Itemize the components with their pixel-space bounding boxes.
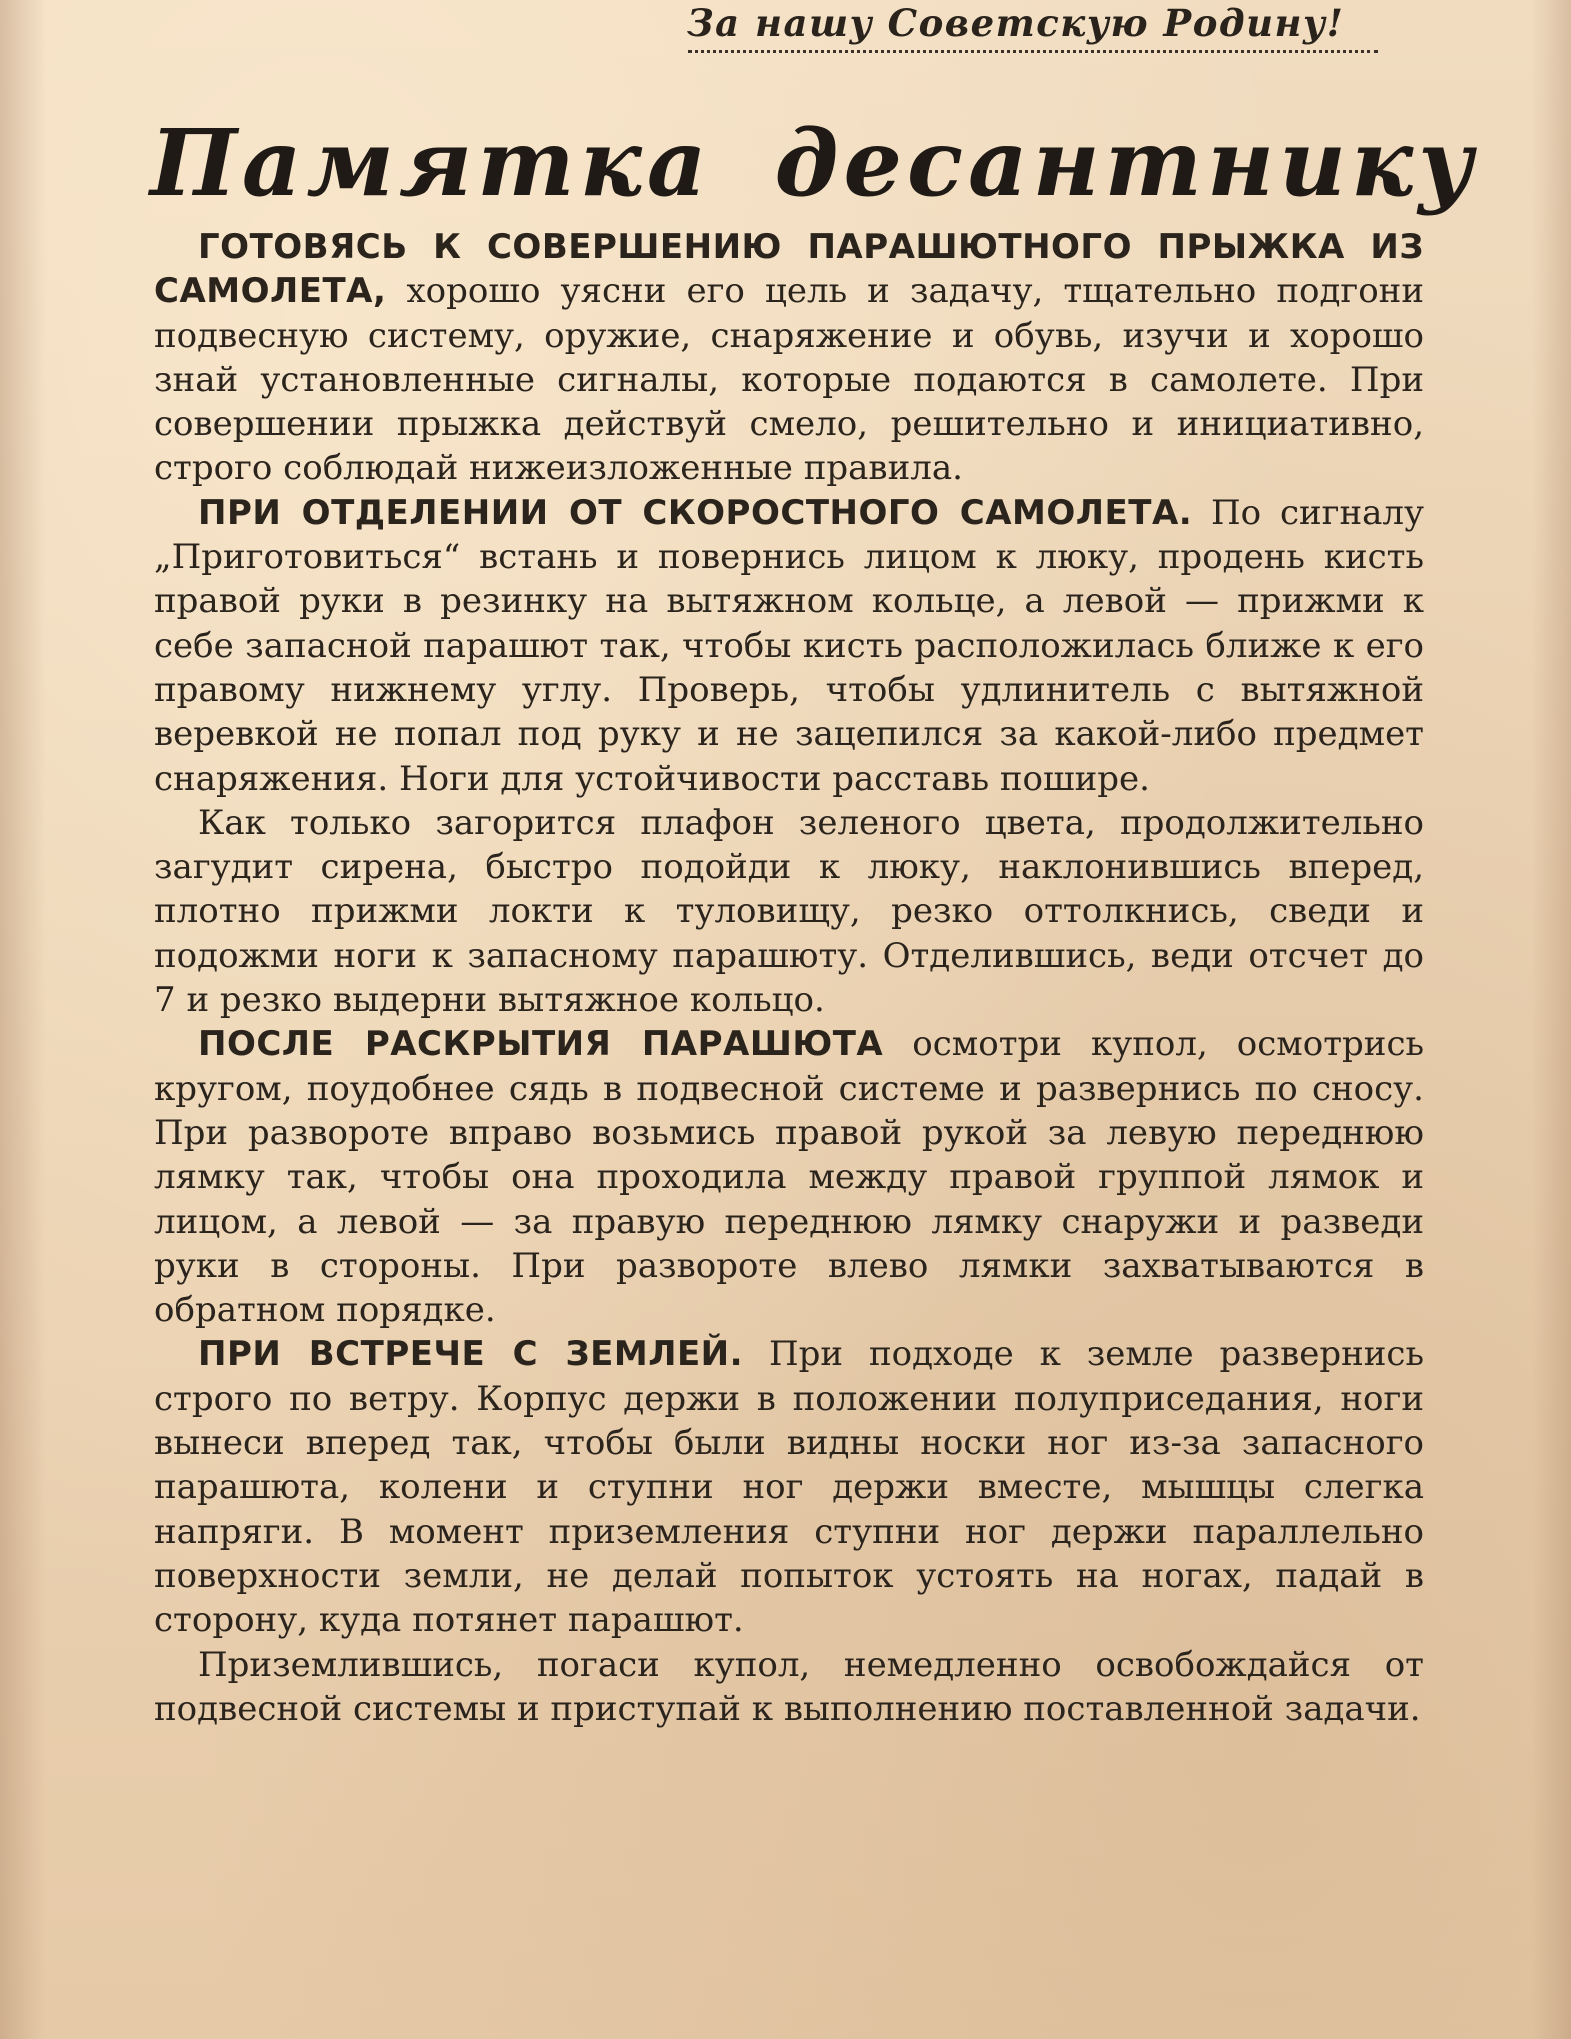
paper-edge-left [0, 0, 46, 2039]
paragraph-text: По сигналу „Приготовиться“ встань и повернись лицом к люку, продень кисть правой руки в резинку на вытяжном кольце, а левой — прижми к себе запасной парашют так, чтобы кисть расположилась ближе к его правому нижнему углу. Проверь, чтобы удлинитель с вытяжной веревкой не попал под руку и не зацепился за какой-либо предмет снаряжения. Ноги для устойчивости расставь пошире. [154, 492, 1424, 799]
paragraph-landing [154, 1332, 1424, 1642]
paragraph-lead: ПРИ ВСТРЕЧЕ С ЗЕМЛЕЙ. [198, 1334, 744, 1375]
paragraph-preparation [154, 225, 1424, 491]
paragraph-text: осмотри купол, осмотрись кругом, поудобнее сядь в подвесной системе и развернись по сносу. При развороте вправо возьмись правой рукой за левую переднюю лямку так, чтобы она проходила между правой группой лямок и лицом, а левой — за правую переднюю лямку снаружи и разведи руки в стороны. При развороте влево лямки захватываются в обратном порядке. [154, 1024, 1425, 1331]
paragraph-lead: ПОСЛЕ РАСКРЫТИЯ ПАРАШЮТА [198, 1024, 884, 1065]
document-title: Памятка десантнику [150, 109, 1479, 217]
instructions-body [154, 225, 1424, 1731]
paragraph-separation [154, 491, 1424, 801]
paragraph-lead: ГОТОВЯСЬ К СОВЕРШЕНИЮ ПАРАШЮТНОГО ПРЫЖКА ИЗ САМОЛЕТА, [154, 227, 1424, 312]
paragraph-text: Приземлившись, погаси купол, немедленно освобождайся от подвесной системы и приступай к выполнению поставленной задачи. [154, 1644, 1424, 1729]
paper-edge-right [1531, 0, 1571, 2039]
paragraph-canopy-open [154, 1022, 1424, 1332]
paragraph-lead: ПРИ ОТДЕЛЕНИИ ОТ СКОРОСТНОГО САМОЛЕТА. [198, 492, 1193, 533]
paragraph-text: При подходе к земле развернись строго по ветру. Корпус держи в положении полуприседания, ноги вынеси вперед так, чтобы были видны носки ног из-за запасного парашюта, колени и ступни ног держи вместе, мышцы слегка напряги. В момент приземления ступни ног держи параллельно поверхности земли, не делай попыток устоять на ногах, падай в сторону, куда потянет парашют. [154, 1334, 1424, 1641]
paragraph-after-landing [154, 1643, 1424, 1732]
paragraph-text: хорошо уясни его цель и задачу, тщательно подгони подвесную систему, оружие, снаряжение и обувь, изучи и хорошо знай установленные сигналы, которые подаются в самолете. При совершении прыжка действуй смело, решительно и инициативно, строго соблюдай нижеизложенные правила. [154, 271, 1424, 489]
paragraph-exit [154, 801, 1424, 1022]
slogan-header: За нашу Советскую Родину! [687, 1, 1345, 45]
slogan-dotted-rule [688, 50, 1378, 53]
paragraph-text: Как только загорится плафон зеленого цвета, продолжительно загудит сирена, быстро подойди к люку, наклонившись вперед, плотно прижми локти к туловищу, резко оттолкнись, сведи и подожми ноги к запасному парашюту. Отделившись, веди отсчет до 7 и резко выдерни вытяжное кольцо. [154, 802, 1424, 1021]
